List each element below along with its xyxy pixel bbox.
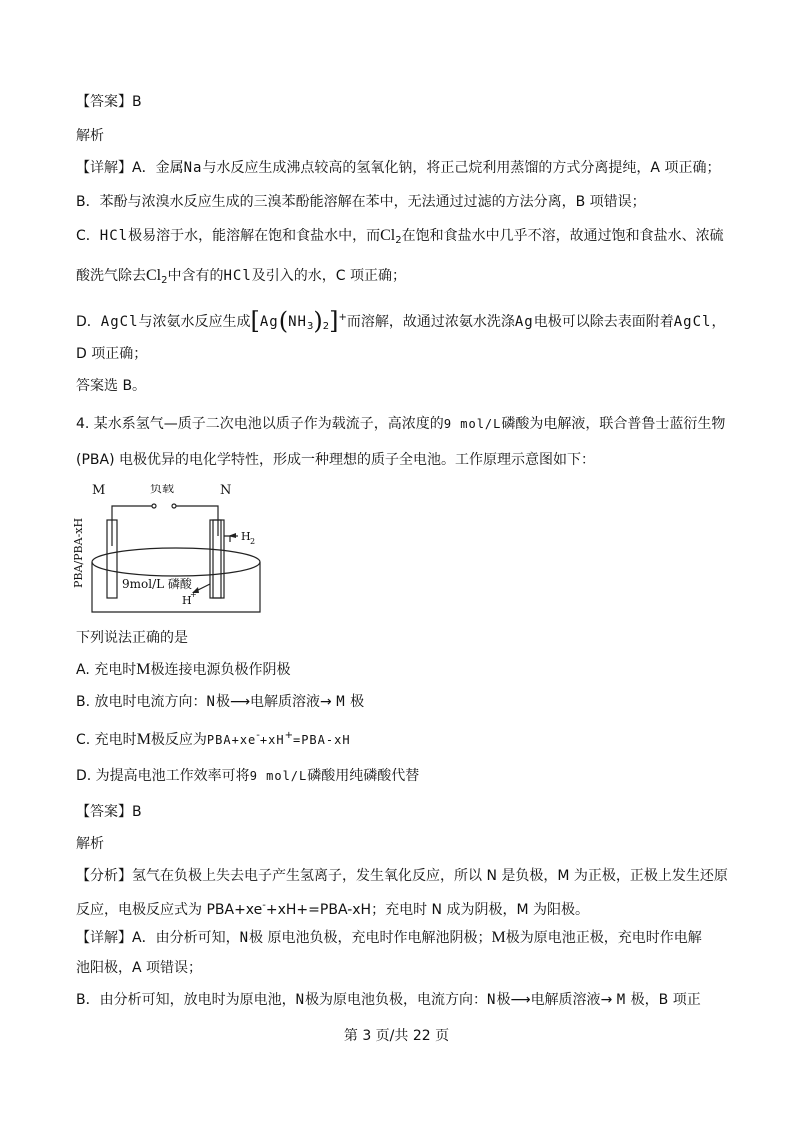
q4-option-a: A. 充电时M极连接电源负极作阴极	[76, 661, 291, 678]
wire-left	[112, 506, 152, 546]
q4-option-b: B. 放电时电流方向：N极⟶电解质溶液→ M 极	[76, 694, 365, 710]
q4-answer-label: 【答案】B	[76, 804, 142, 820]
q3-detail-d-line1: D．AgCl与浓氨水反应生成$[Ag(NH_3)_2]^+$而溶解，故通过浓氨水洗涤Ag电极可以除去表面附着AgCl，	[76, 307, 726, 335]
q4-xiangjie-line1: 【详解】A．由分析可知，N极 原电池负极，充电时作电解池阴极；M极为原电池正极，充电时作电解	[76, 929, 702, 946]
wire-right	[176, 506, 218, 536]
h2-inlet	[224, 536, 230, 542]
q3-detail-c-line2: 酸洗气除去$Cl_2$中含有的HCl及引入的水，C 项正确；	[76, 267, 407, 286]
page-footer: 第 3 页/共 22 页	[343, 1028, 450, 1044]
label-m: M	[92, 484, 106, 498]
q4-fenxi-line1: 【分析】氢气在负极上失去电子产生氢离子，发生氧化反应，所以 N 是负极，M 为正极，正极上发生还原	[76, 868, 728, 884]
label-hplus-sup: +	[190, 590, 197, 599]
label-load: 负载	[150, 484, 175, 495]
q4-fenxi-line2: 反应，电极反应式为 PBA+xe-+xH+=PBA-xH；充电时 N 成为阴极，M 为阳极。	[76, 900, 589, 918]
battery-diagram	[70, 484, 280, 624]
q4-stem-line2: (PBA) 电极优异的电化学特性，形成一种理想的质子全电池。工作原理示意图如下：	[76, 452, 595, 468]
label-hplus: H	[182, 594, 192, 607]
q4-xiangjie-line2: 池阳极，A 项错误；	[76, 960, 203, 976]
q3-conclusion: 答案选 B。	[76, 378, 147, 394]
q3-analysis-label: 解析	[76, 128, 104, 144]
q3-answer-label: 【答案】B	[76, 94, 142, 110]
label-n: N	[220, 484, 232, 498]
q4-detail-b: B．由分析可知，放电时为原电池，N极为原电池负极，电流方向：N极⟶电解质溶液→ M 极，B 项正	[76, 992, 701, 1008]
q3-detail-b: B．苯酚与浓溴水反应生成的三溴苯酚能溶解在苯中，无法通过过滤的方法分离，B 项错误；	[76, 194, 646, 210]
q4-option-c: C. 充电时M极反应为PBA+xe-+xH+=PBA-xH	[76, 730, 351, 748]
label-h2-sub: 2	[250, 537, 256, 546]
q3-detail-d-line2: D 项正确；	[76, 346, 148, 362]
q4-analysis-label: 解析	[76, 836, 104, 852]
label-electrolyte: 9mol/L 磷酸	[122, 577, 192, 591]
q3-detail-a: 【详解】A．金属Na与水反应生成沸点较高的氢氧化钠，将正己烷利用蒸馏的方式分离提纯，A 项正确；	[76, 160, 721, 176]
label-h2: H	[241, 530, 251, 543]
q3-detail-c-line1: C．HCl极易溶于水，能溶解在饱和食盐水中，而$Cl_2$在饱和食盐水中几乎不溶，故通过饱和食盐水、浓硫	[76, 227, 724, 246]
q4-stem-line1: 4. 某水系氢气—质子二次电池以质子作为载流子，高浓度的9 mol/L磷酸为电解液，联合普鲁士蓝衍生物	[76, 416, 726, 432]
electrode-n-inner	[213, 520, 221, 598]
q4-option-d: D. 为提高电池工作效率可将9 mol/L磷酸用纯磷酸代替	[76, 768, 420, 784]
load-terminal-left	[152, 504, 156, 508]
electrode-n	[210, 520, 224, 598]
label-electrode-left: PBA/PBA-xH	[72, 517, 85, 588]
load-terminal-right	[172, 504, 176, 508]
battery-diagram-svg	[70, 484, 280, 624]
q4-question: 下列说法正确的是	[76, 630, 188, 646]
